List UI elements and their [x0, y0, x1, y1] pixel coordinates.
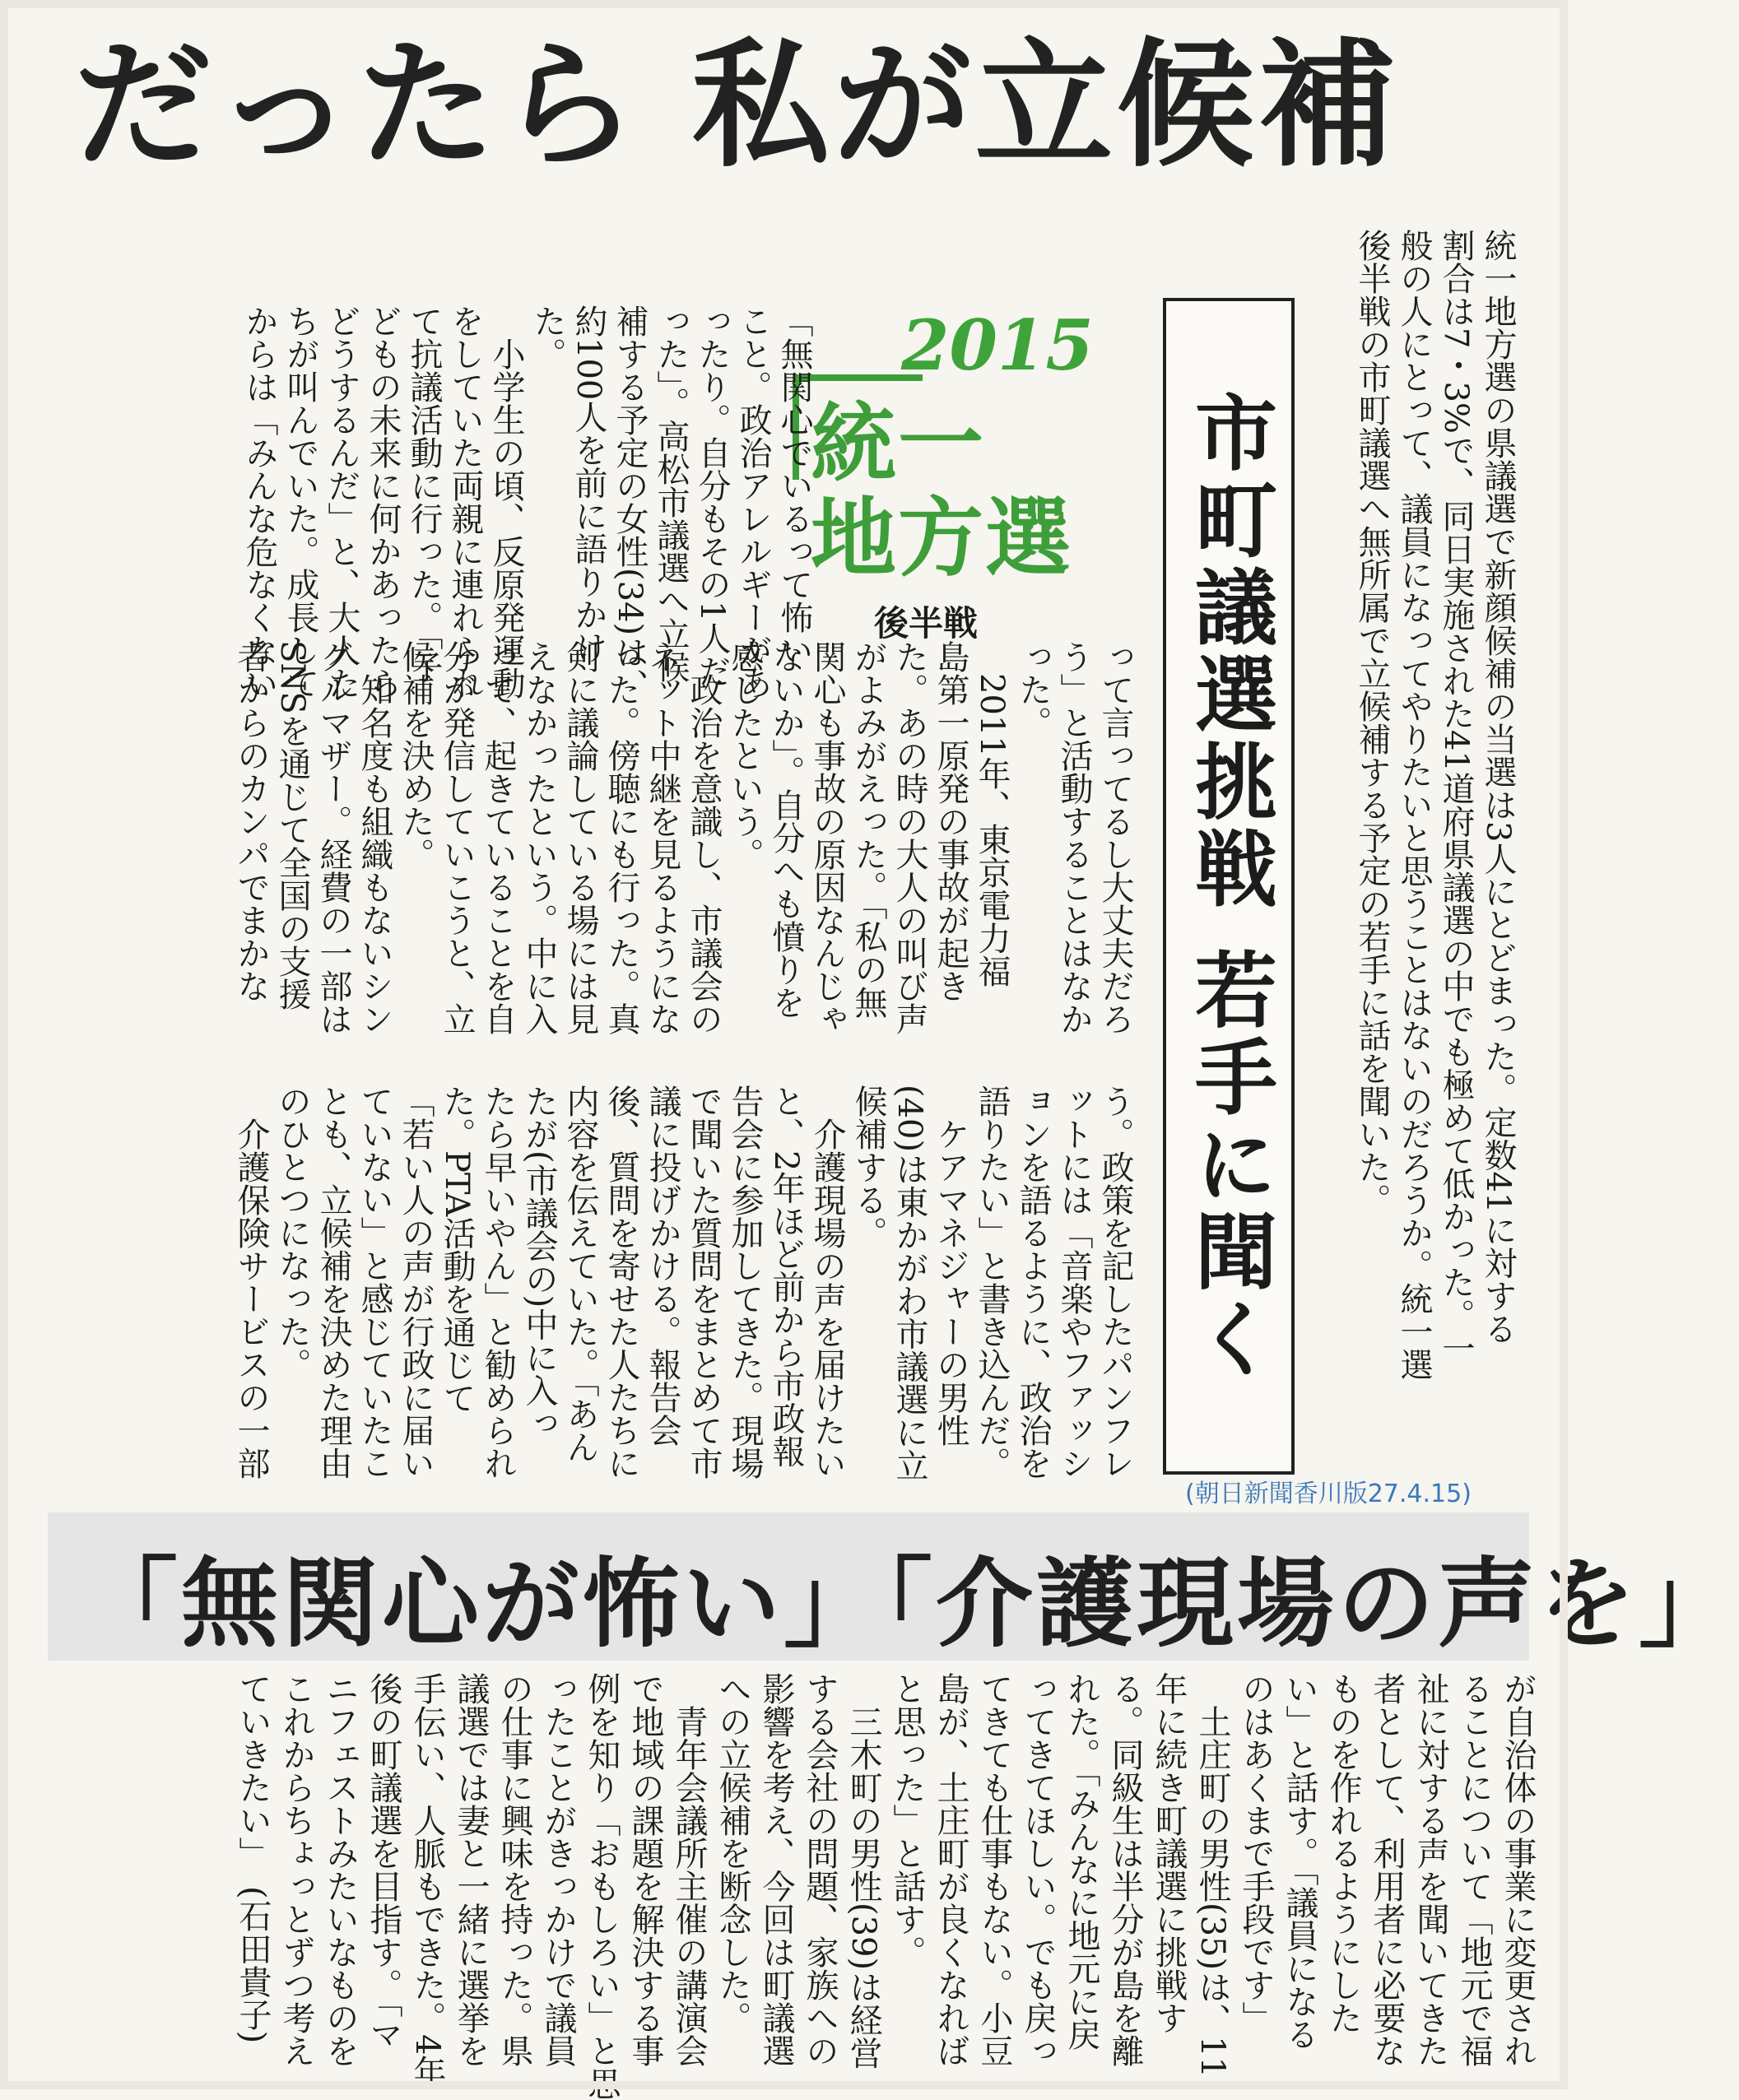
article-bottom	[25, 1672, 1539, 2100]
banner-headline: 「無関心が怖い」「介護現場の声を」	[81, 1546, 1739, 1661]
article-body-lower	[25, 1085, 1136, 1488]
series-year: 2015	[901, 304, 1094, 386]
source-credit: (朝日新聞香川版27.4.15)	[1185, 1480, 1472, 1508]
subheadline-box	[1163, 298, 1295, 1475]
article-bottom-text: が自治体の事業に変更され ることについて「地元で福 祉に対する声を聞いてきた 者として、利用者に必要な ものを作れるようにした い」と話す。「議員になる のはあくまで手段です」 土庄町の男性(35)は、11 年に続き町議選に挑戦す る。同級生は半分が島を離 れた。「みんなに地元に戻 ってきてほしい。でも戻っ てきても仕事もない。小豆 島が、土庄町が良くなれば と思った」と話す。 三木町の男性(39)は経営 する会社の問題、家族への 影響を考え、今回は町議選 への立候補を断念した。 青年会議所主催の講演会 で地域の課題を解決する事 例を知り「おもしろい」と思 ったことがきっかけで議員 の仕事に興味を持った。県 議選では妻と一緒に選挙を 手伝い、人脈もできた。4年 後の町議選を目指す。「マ ニフェストみたいなものを これからちょっとずつ考え ていきたい」 (石田貴子)	[234, 1672, 1537, 2100]
article-body-upper-a-text: って言ってるし大丈夫だろ う」と活動することはなか った。 2011年、東京電力福 島第一原発の事故が起き た。あの時の大人の叫び声 がよみがえった。「私の無 関心も事故の原因なんじゃ ないか」。自分へも憤りを 感じたという。 政治を意識し、市議会の ネット中継を見るようにな った。傍聴にも行った。真 剣に議論している場には見 えなかったという。中に入 って、起きていることを自 分が発信していこうと、立 候補を決めた。 知名度も組織もないシン グルマザー。経費の一部は SNSを通じて全国の支援 者からのカンパでまかな	[232, 640, 1134, 1035]
subheadline: 市町議選挑戦 若手に聞く	[1181, 389, 1277, 1383]
lead-paragraph: 統一地方選の県議選で新顔候補の当選は3人にとどまった。定数41に対する 割合は7・3%で、同日実施された41道府県議選の中でも極めて低かった。一 般の人にとって、議員になってやりたいと思うことはないのだろうか。統一選 後半戦の市町議選へ無所属で立候補する予定の若手に話を聞いた。	[1353, 229, 1517, 1381]
article-body-upper-b-text: 「無関心でいるって怖い こと。政治アレルギーがあ ったり。自分もその1人だ った」。高松市議選へ立候 補する予定の女性(34)は、 約100人を前に語りかけ た。 小学生の頃、反原発運動 をしていた両親に連れられ て抗議活動に行った。「子 どもの未来に何かあったら どうするんだ」と、大人た ちが叫んでいた。成長して からは「みんな危なくない	[240, 304, 813, 702]
main-headline: だったら 私が立候補	[74, 25, 1400, 186]
series-badge: 後半戦	[874, 603, 979, 643]
series-name-line-1: 統一	[811, 393, 986, 494]
banner-headline-bar	[48, 1512, 1739, 1661]
series-name-line-2: 地方選	[811, 488, 1073, 588]
series-logo	[778, 288, 1094, 588]
article-body-lower-text: う。政策を記したパンフレ ットには「音楽やファッシ ョンを語るように、政治を 語りたい」と書き込んだ。 ケアマネジャーの男性 (40)は東かがわ市議選に立 候補する。 介護現場の声を届けたい と、2年ほど前から市政報 告会に参加してきた。現場 で聞いた質問をまとめて市 議に投げかける。報告会 後、質問を寄せた人たちに 内容を伝えていた。「あん たが(市議会の)中に入っ たら早いやん」と勧められ た。PTA活動を通じて 「若い人の声が行政に届い ていない」と感じていたこ とも、立候補を決めた理由 のひとつになった。 介護保険サービスの一部	[232, 1085, 1134, 1482]
article-body-upper-b	[25, 229, 815, 1052]
